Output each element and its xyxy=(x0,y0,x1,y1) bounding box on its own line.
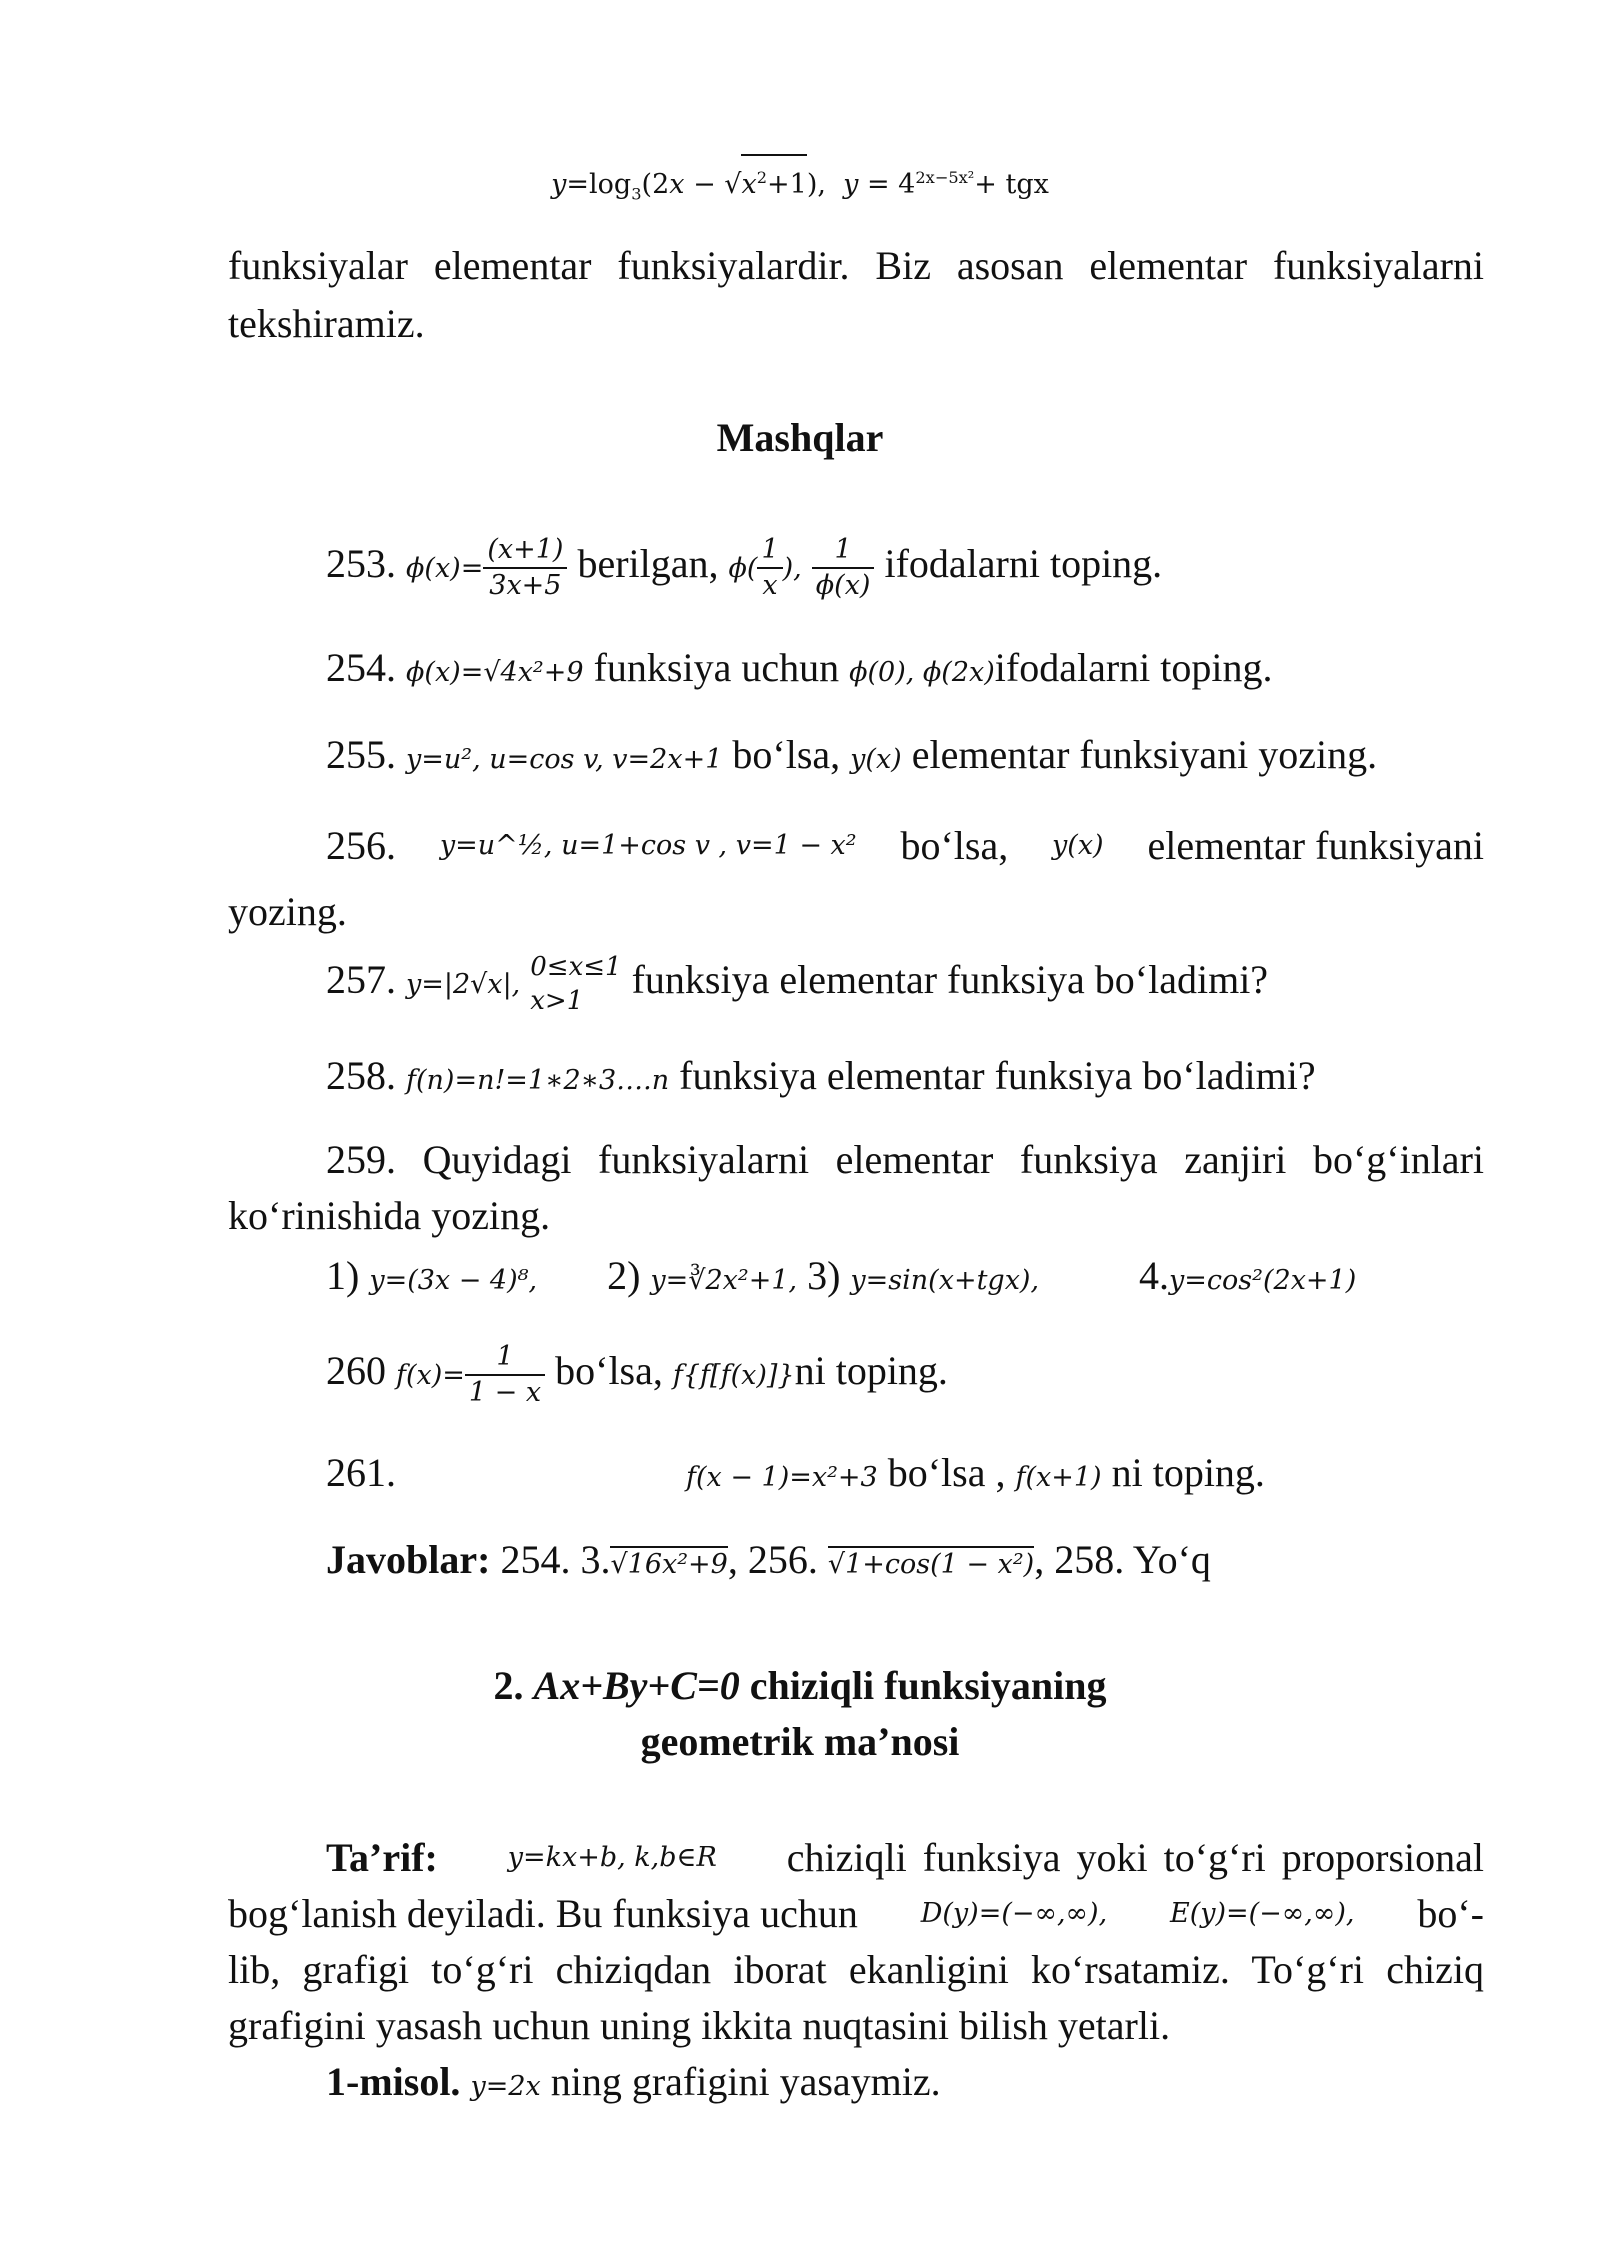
formula: y=∛2x²+1, xyxy=(650,1265,798,1296)
exercise-259-items xyxy=(326,1248,1356,1309)
exercise-number: 256. xyxy=(326,823,396,868)
text: 254. 3. xyxy=(500,1537,611,1582)
conditions: 0≤x≤1 x>1 xyxy=(530,952,622,1016)
exercises-heading: Mashqlar xyxy=(716,415,884,460)
example-label: 1-misol. xyxy=(326,2059,461,2104)
exercise-number: 257. xyxy=(326,957,396,1003)
definition-line-4: grafigini yasash uchun uning ikkita nuqtasini bilish yetarli. xyxy=(228,2003,1171,2048)
formula: ), xyxy=(782,553,802,585)
text: funksiya elementar funksiya bo‘ladimi? xyxy=(679,1053,1316,1098)
text: ni toping. xyxy=(794,1348,948,1394)
text: bo‘lsa, xyxy=(732,732,841,777)
formula: y=kx+b, k,b∈R xyxy=(507,1842,717,1873)
text: , 258. Yo‘q xyxy=(1034,1537,1211,1582)
formula: ϕ(x)= xyxy=(406,553,484,585)
top-formula: $y=\log_3(2x - √x^2+1)$, $y = 4^{2x-5x^2}+$ tgx xyxy=(0,152,1600,213)
formula: y=|2√x|, xyxy=(406,969,521,1001)
text: bo‘- xyxy=(1417,1891,1484,1936)
exercise-number: 258. xyxy=(326,1053,396,1098)
section-heading-line-2: geometrik ma’nosi xyxy=(640,1719,960,1764)
formula: ϕ(x)=√4x²+9 xyxy=(406,657,584,688)
formula: y=2x xyxy=(470,2071,541,2102)
text: bo‘lsa, xyxy=(900,823,1009,868)
section-number: 2. xyxy=(493,1663,524,1708)
formula: f{f[f(x)]} xyxy=(672,1360,795,1392)
formula: ϕ( xyxy=(728,553,758,585)
formula: y=u^½, u=1+cos v , v=1 − x² xyxy=(439,830,857,861)
formula: √1+cos(1 − x²) xyxy=(828,1546,1034,1580)
exercise-255 xyxy=(326,727,1377,788)
domain-formula: D(y)=(−∞,∞), xyxy=(920,1898,1108,1929)
formula: y=(3x − 4)⁸, xyxy=(369,1265,538,1296)
fraction: $\frac{1}{\phi(x)}$ xyxy=(812,533,875,603)
formula: f(x+1) xyxy=(1015,1462,1102,1493)
answers xyxy=(326,1532,1211,1593)
exercise-256 xyxy=(326,818,1484,874)
fraction: $\frac{(x+1)}{3x+5}$ xyxy=(483,533,567,603)
text: elementar funksiyani xyxy=(1147,823,1484,868)
exercise-259-line-2: ko‘rinishida yozing. xyxy=(228,1193,551,1238)
exercise-number: 261. xyxy=(326,1450,396,1495)
fraction: $\frac{1}{1 - x}$ xyxy=(465,1340,545,1410)
exercise-258 xyxy=(326,1048,1316,1109)
exercise-259-line-1: 259. Quyidagi funksiyalarni elementar funksiya zanjiri bo‘g‘inlari xyxy=(326,1137,1484,1182)
definition-label: Ta’rif: xyxy=(326,1835,438,1880)
intro-line-1: funksiyalar elementar funksiyalardir. Biz asosan elementar funksiyalarni xyxy=(228,243,1484,288)
text: , 256. xyxy=(727,1537,818,1582)
fraction: $\frac{1}{x}$ xyxy=(757,533,782,603)
text: funksiya uchun xyxy=(593,645,840,690)
exercise-253 xyxy=(326,533,1162,603)
text: bo‘lsa , xyxy=(887,1450,1006,1495)
exercise-number: 253. xyxy=(326,541,396,587)
text: elementar funksiyani yozing. xyxy=(911,732,1378,777)
formula: y(x) xyxy=(850,744,902,775)
text: bog‘lanish deyiladi. Bu funksiya uchun xyxy=(228,1891,858,1936)
exercise-257 xyxy=(326,950,1268,1020)
formula: ϕ(0), ϕ(2x) xyxy=(849,657,995,688)
exercise-number: 254. xyxy=(326,645,396,690)
text: ning grafigini yasaymiz. xyxy=(550,2059,941,2104)
section-heading xyxy=(0,1658,1600,1714)
example-1 xyxy=(326,2054,941,2115)
formula: y(x) xyxy=(1052,830,1104,861)
definition-line-2 xyxy=(228,1886,1484,1942)
item-label: 2) xyxy=(607,1253,641,1298)
definition-line-3: lib, grafigi to‘g‘ri chiziqdan iborat ekanligini ko‘rsatamiz. To‘g‘ri chiziq xyxy=(228,1947,1484,1992)
text: chiziqli funksiya yoki to‘g‘ri proporsional xyxy=(786,1835,1484,1880)
formula: y=u², u=cos v, v=2x+1 xyxy=(406,744,723,775)
exercise-256-continuation: yozing. xyxy=(228,889,347,934)
exercise-254 xyxy=(326,640,1273,701)
answers-label: Javoblar: xyxy=(326,1537,491,1582)
formula: f(x)= xyxy=(396,1360,465,1392)
section-title: chiziqli funksiyaning xyxy=(749,1663,1107,1708)
exercise-number: 260 xyxy=(326,1348,386,1394)
formula: f(n)=n!=1∗2∗3….n xyxy=(406,1065,670,1096)
definition-line-1 xyxy=(326,1830,1484,1886)
item-label: 3) xyxy=(807,1253,841,1298)
section-equation: Ax+By+C=0 xyxy=(533,1663,740,1708)
text: ni toping. xyxy=(1111,1450,1265,1495)
exercise-number: 255. xyxy=(326,732,396,777)
intro-line-2: tekshiramiz. xyxy=(228,301,425,346)
text: bo‘lsa, xyxy=(555,1348,663,1394)
text: ifodalarni toping. xyxy=(994,645,1273,690)
formula: √16x²+9 xyxy=(610,1546,727,1580)
item-label: 4. xyxy=(1139,1253,1170,1298)
text: berilgan, xyxy=(577,541,719,587)
formula: y=sin(x+tgx), xyxy=(850,1265,1040,1296)
range-formula: E(y)=(−∞,∞), xyxy=(1170,1898,1355,1929)
formula: f(x − 1)=x²+3 xyxy=(686,1462,878,1493)
exercise-261 xyxy=(326,1445,1265,1506)
text: ifodalarni toping. xyxy=(884,541,1163,587)
text: funksiya elementar funksiya bo‘ladimi? xyxy=(631,957,1269,1003)
formula: y=cos²(2x+1) xyxy=(1169,1265,1357,1296)
item-label: 1) xyxy=(326,1253,360,1298)
exercise-260 xyxy=(326,1340,948,1410)
